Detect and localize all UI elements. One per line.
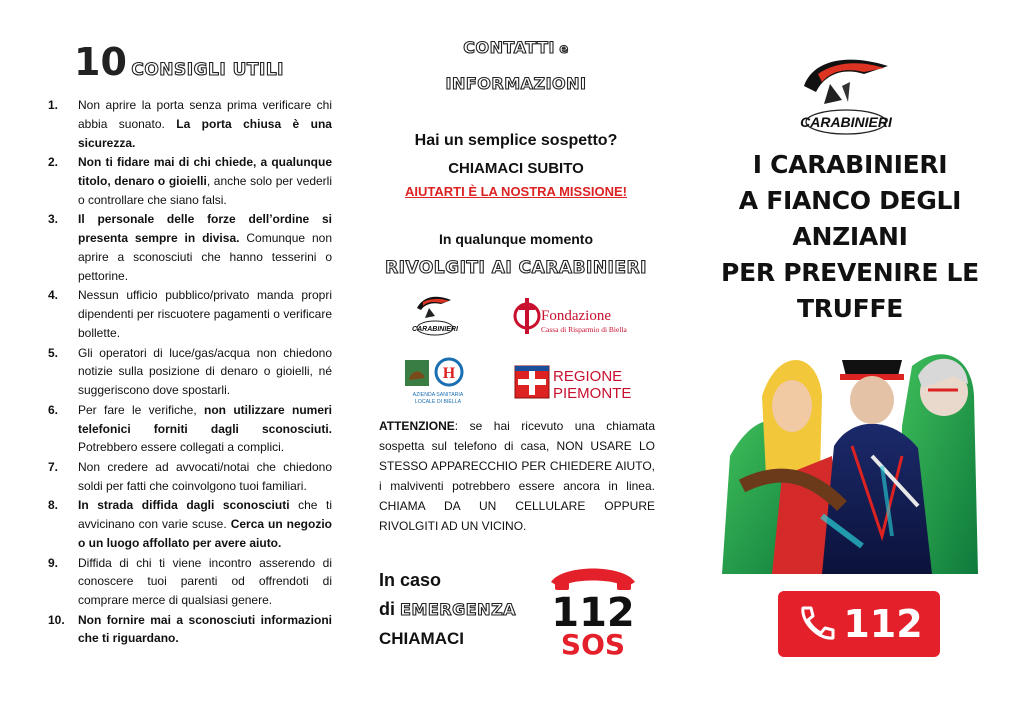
cover-title-line: ANZIANI [792, 222, 908, 251]
tip-text [78, 611, 332, 649]
emergency-word: EMERGENZA [400, 600, 517, 619]
tip-number: 10. [48, 612, 65, 627]
cover-title-line: TRUFFE [796, 294, 904, 323]
fondazione-name: Fondazione [541, 308, 611, 324]
tip-text-part: Non credere ad avvocati/notai che chiedono soldi per fatti che coinvolgono tuoi familiari. [78, 459, 332, 493]
info-heading: INFORMAZIONI [445, 74, 587, 93]
tip-number: 6. [48, 402, 59, 417]
tip-text [78, 210, 332, 285]
carabiniere-with-elderly-illustration [722, 336, 984, 574]
call-112-button[interactable] [778, 591, 940, 657]
tip-text-bold: Il personale delle forze dell’ordine si presenta sempre in divisa. [78, 212, 332, 246]
tip-text-part: Per fare le verifiche, [78, 402, 205, 417]
tip-item [48, 153, 332, 209]
carabinieri-logo [798, 52, 894, 144]
fondazione-logo [513, 294, 633, 340]
tip-text [78, 153, 332, 209]
svg-text:H: H [442, 365, 456, 382]
tip-text-part: , anche solo per vederli o controllare che siano falsi. [78, 173, 332, 207]
tip-number: 1. [48, 98, 59, 112]
tip-text-bold: Non ti fidare mai di chi chiede, a qualunque titolo, denaro o gioielli [78, 155, 332, 188]
tip-text [78, 286, 332, 342]
sos-text: SOS [560, 628, 626, 660]
suspect-question: Hai un semplice sospetto? [414, 132, 618, 149]
tip-text [78, 554, 332, 610]
tips-panel [48, 0, 332, 724]
tips-heading-text: CONSIGLI UTILI [131, 60, 284, 80]
contacts-panel [375, 0, 657, 724]
cover-title-line: A FIANCO DEGLI [738, 186, 962, 215]
tip-number: 7. [48, 459, 59, 474]
tip-text-part: Nessun ufficio pubblico/privato manda propri dipendenti per riscuotere pagamenti o verificare bollette. [78, 288, 332, 340]
contact-carabinieri-heading: RIVOLGITI AI CARABINIERI [385, 258, 647, 278]
tip-text-part: Diffida di chi ti viene incontro asserendo di conoscere tuoi parenti od offrendoti di comprare merce di qualsiasi genere. [78, 555, 332, 608]
tip-text-part: che ti avvicinano con varie scuse. [78, 498, 333, 532]
cover-title-line: I CARABINIERI [752, 150, 948, 179]
tip-item [48, 286, 332, 342]
sos-112-logo [543, 560, 643, 660]
tip-item [48, 611, 332, 649]
regione-line1: REGIONE [553, 368, 623, 385]
cover-panel [700, 0, 1000, 724]
tip-text-bold: Non fornire mai a sconosciuti informazioni che ti riguardano. [78, 612, 332, 646]
tip-item [48, 210, 332, 285]
emergency-line1: In caso [379, 570, 442, 590]
tip-number: 9. [48, 555, 59, 570]
tip-item [48, 96, 332, 152]
tip-text [78, 496, 332, 552]
tip-text-part: Potrebbero essere collegati a complici. [78, 440, 285, 455]
tip-text-bold: Cerca un negozio o un luogo affollato per avere aiuto. [78, 517, 333, 550]
tip-text-bold: In strada diffida dagli sconosciuti [78, 498, 290, 513]
tip-text [78, 96, 332, 152]
tip-item [48, 554, 332, 610]
regione-line2: PIEMONTE [553, 385, 632, 402]
tip-item [48, 344, 332, 400]
asl-line2: LOCALE DI BIELLA [414, 399, 462, 405]
tip-text-part: Comunque non aprire a sconosciuti che hanno tesserini o pettorine. [78, 231, 332, 283]
emergency-line3: CHIAMACI [379, 629, 464, 648]
tip-number: 3. [48, 212, 59, 227]
anytime-text: In qualunque momento [439, 231, 593, 247]
asl-line1: AZIENDA SANITARIA [412, 392, 464, 398]
tips-heading [74, 40, 284, 84]
tip-text-part: Non aprire la porta senza prima verificare chi abbia suonato. [78, 98, 332, 131]
contacts-heading [375, 38, 657, 58]
contacts-heading-word: CONTATTI [463, 38, 555, 57]
emergency-di: di [379, 599, 395, 619]
emergency-block [379, 566, 539, 653]
cover-title-line: PER PREVENIRE LE [721, 258, 979, 287]
tip-text-bold: La porta chiusa è una sicurezza. [78, 116, 332, 150]
attention-paragraph [379, 416, 655, 536]
tip-item [48, 496, 332, 552]
tip-text-bold: non utilizzare numeri telefonici forniti dagli sconosciuti. [78, 402, 333, 436]
mission-text: AIUTARTI È LA NOSTRA MISSIONE! [405, 184, 627, 199]
carabinieri-logo-text: CARABINIERI [800, 114, 892, 130]
tip-text [78, 458, 332, 496]
cover-title [700, 147, 1000, 327]
tip-text-part: Gli operatori di luce/gas/acqua non chiedono notizie sulla posizione di denaro o gioielli, né suggeriscono dove spostarli. [78, 345, 332, 398]
tips-list [48, 96, 332, 649]
carabinieri-logo-small [411, 292, 459, 340]
asl-biella-logo [403, 356, 473, 406]
tip-number: 8. [48, 498, 59, 513]
phone-icon [795, 604, 835, 644]
tip-text [78, 401, 332, 457]
attention-label: ATTENZIONE [379, 419, 455, 433]
call-112-number: 112 [843, 602, 923, 646]
regione-piemonte-logo [513, 360, 637, 404]
tip-number: 4. [48, 288, 59, 303]
tip-item [48, 458, 332, 496]
tip-item [48, 401, 332, 457]
fondazione-subtitle: Cassa di Risparmio di Biella [541, 325, 627, 334]
emergency-line2 [379, 594, 539, 625]
tip-number: 2. [48, 155, 59, 170]
tips-heading-number: 10 [74, 40, 127, 84]
tip-text [78, 344, 332, 400]
call-now-text: CHIAMACI SUBITO [448, 160, 584, 177]
tip-number: 5. [48, 345, 59, 360]
sos-number: 112 [551, 590, 635, 636]
contacts-heading-and: e [559, 42, 569, 57]
attention-text: : se hai ricevuto una chiamata sospetta sul telefono di casa, NON USARE LO STESSO APPARECCHIO PER CHIEDERE AIUTO, i malviventi potrebbero essere ancora in linea. CHIAMA DA UN CELLULARE OPPURE RIVOLGITI AD UN VICINO. [379, 419, 655, 533]
carabinieri-logo-small-text: CARABINIERI [412, 326, 458, 333]
